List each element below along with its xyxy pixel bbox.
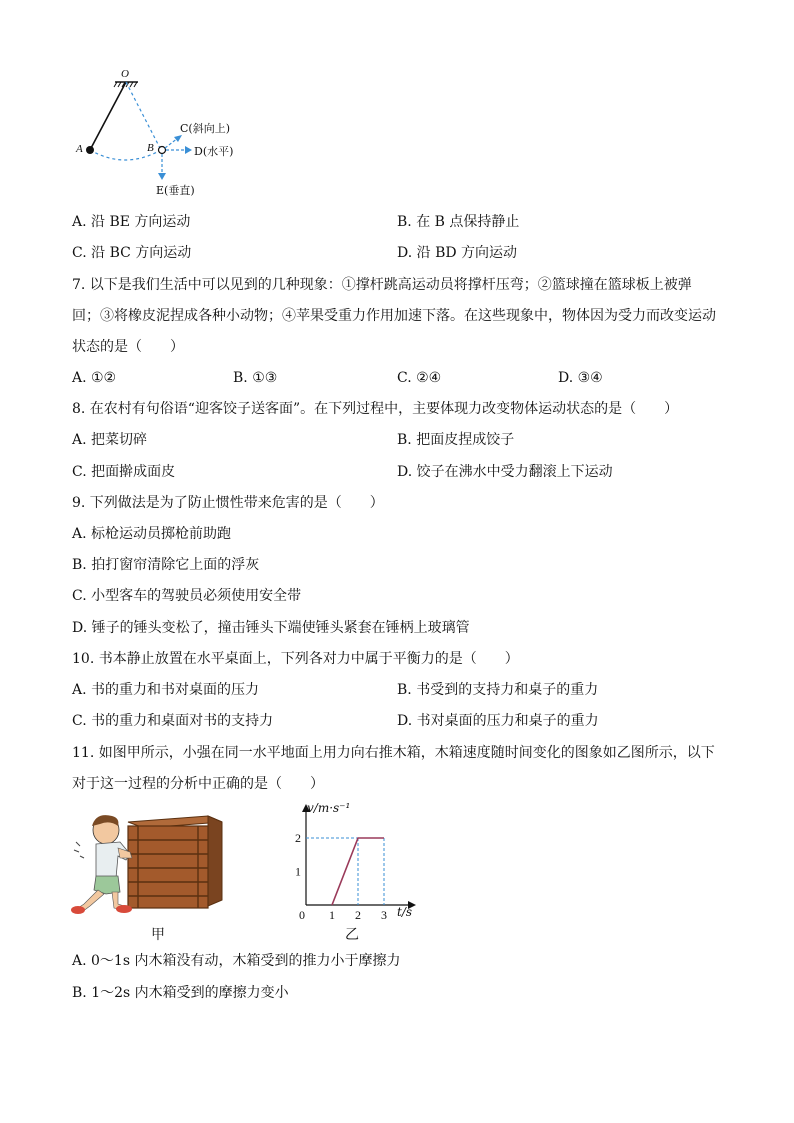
label-d: D(水平) (194, 145, 234, 158)
q8-option-c: C. 把面擀成面皮 (72, 464, 176, 480)
x-tick-label-0: 0 (299, 908, 305, 922)
q11-stem-line2: 对于这一过程的分析中正确的是（ ） (72, 776, 324, 792)
q8-stem: 8. 在农村有句俗语“迎客饺子送客面”。在下列过程中，主要体现力改变物体运动状态的是（ ） (72, 401, 679, 417)
q7-option-a: A. ①② (72, 370, 117, 386)
x-tick-label-1: 1 (329, 908, 335, 922)
q11-option-b: B. 1～2s 内木箱受到的摩擦力变小 (72, 985, 289, 1001)
q7-option-d: D. ③④ (558, 370, 603, 386)
y-tick-label-2: 2 (295, 831, 301, 845)
q7-option-c: C. ②④ (397, 370, 442, 386)
label-e: E(垂直) (156, 184, 195, 197)
q7-stem-line2: 回；③将橡皮泥捏成各种小动物；④苹果受重力作用加速下落。在这些现象中，物体因为受力而改变运动 (72, 308, 716, 324)
figure-yi-caption: 乙 (345, 927, 359, 943)
q10-stem: 10. 书本静止放置在水平桌面上，下列各对力中属于平衡力的是（ ） (72, 651, 519, 667)
pendulum-figure (70, 66, 260, 200)
ball-b (159, 147, 166, 154)
ball-a (86, 146, 94, 154)
q6-option-c: C. 沿 BC 方向运动 (72, 245, 192, 261)
label-o: O (121, 68, 129, 80)
chart-ylabel: v/m·s⁻¹ (307, 801, 351, 815)
figure-jia-caption: 甲 (151, 927, 165, 943)
q8-option-d: D. 饺子在沸水中受力翻滚上下运动 (397, 464, 613, 480)
q6-option-d: D. 沿 BD 方向运动 (397, 245, 518, 261)
q10-option-c: C. 书的重力和桌面对书的支持力 (72, 713, 274, 729)
q9-option-c: C. 小型客车的驾驶员必须使用安全带 (72, 588, 302, 604)
q8-option-b: B. 把面皮捏成饺子 (397, 432, 515, 448)
q11-stem-line1: 11. 如图甲所示，小强在同一水平地面上用力向右推木箱，木箱速度随时间变化的图象如乙图所示，以下 (72, 745, 715, 761)
q10-option-b: B. 书受到的支持力和桌子的重力 (397, 682, 599, 698)
label-c: C(斜向上) (180, 122, 230, 135)
boy-pushing-crate-figure (66, 808, 226, 920)
q9-option-a: A. 标枪运动员掷枪前助跑 (72, 526, 232, 542)
x-tick-label-2: 2 (355, 908, 361, 922)
q11-option-a: A. 0～1s 内木箱没有动，木箱受到的推力小于摩擦力 (72, 953, 401, 969)
label-b: B (147, 142, 154, 154)
q6-option-a: A. 沿 BE 方向运动 (72, 214, 191, 230)
q7-option-b: B. ①③ (233, 370, 278, 386)
q9-stem: 9. 下列做法是为了防止惯性带来危害的是（ ） (72, 495, 384, 511)
q9-option-b: B. 拍打窗帘清除它上面的浮灰 (72, 557, 260, 573)
label-a: A (76, 143, 83, 155)
q10-option-d: D. 书对桌面的压力和桌子的重力 (397, 713, 599, 729)
q9-option-d: D. 锤子的锤头变松了，撞击锤头下端使锤头紧套在锤柄上玻璃管 (72, 620, 470, 636)
q8-option-a: A. 把菜切碎 (72, 432, 148, 448)
y-tick-label-1: 1 (295, 864, 301, 879)
q6-option-b: B. 在 B 点保持静止 (397, 214, 520, 230)
q7-stem-line1: 7. 以下是我们生活中可以见到的几种现象：①撑杆跳高运动员将撑杆压弯；②篮球撞在篮球板上被弹 (72, 277, 692, 293)
q10-option-a: A. 书的重力和书对桌面的压力 (72, 682, 260, 698)
chart-xlabel: t/s (397, 905, 413, 919)
q7-stem-line3: 状态的是（ ） (72, 339, 184, 355)
x-tick-label-3: 3 (381, 908, 387, 922)
